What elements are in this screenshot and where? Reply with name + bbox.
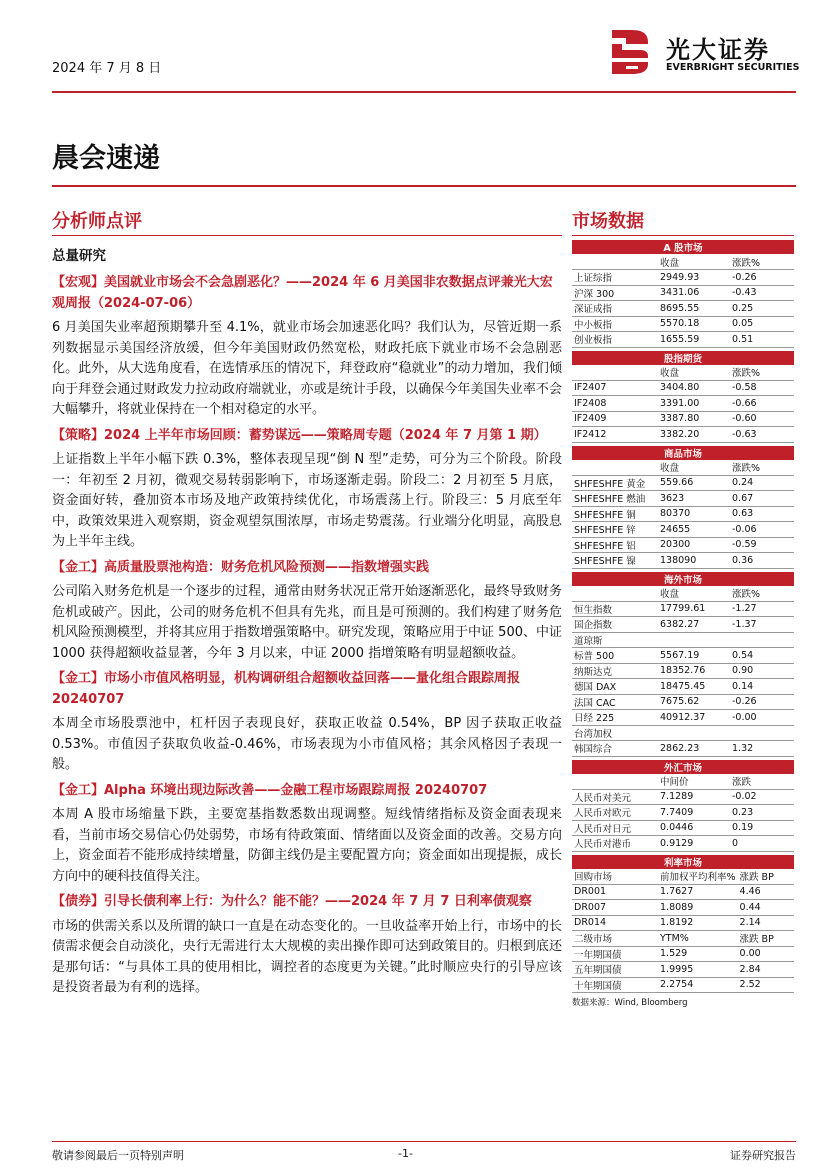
table-cell: 1.7627 <box>658 884 738 900</box>
table-cell: 3387.80 <box>658 411 730 427</box>
table-row <box>572 741 794 757</box>
article-body: 公司陷入财务危机是一个逐步的过程，通常由财务状况正常开始逐渐恶化，最终导致财务危机或破产。因此，公司的财务危机不但具有先兆，而且是可预测的。我们构建了财务危机风险预测模型，并将其应用于指数增强策略中。研究发现，策略应用于中证 500、中证 1000 获得超额收益显著，今年 3 月以来，中证 2000 指增策略有明显超额收益。 <box>52 584 562 661</box>
table-cell: SHFESHFE 镍 <box>572 553 658 569</box>
table-cell: 收盘 <box>658 254 730 270</box>
table-cell: 0.05 <box>730 316 794 332</box>
table-caption-row <box>572 855 794 869</box>
article-body: 本周 A 股市场缩量下跌，主要宽基指数悉数出现调整。短线情绪指标及资金面表现来看，当前市场交易信心仍处弱势，市场有待政策面、情绪面以及资金面的改善。交易方向上，资金面若不能形成持续增量，防御主线仍是主要配置方向；资金面如出现提振，成长方向中的硬科技值得关注。 <box>52 807 562 884</box>
article-title: 【金工】市场小市值风格明显，机构调研组合超额收益回落——量化组合跟踪周报 20240707 <box>52 671 521 707</box>
table-cell: SHFESHFE 铝 <box>572 537 658 553</box>
table-cell <box>572 586 658 602</box>
table-cell: 十年期国债 <box>572 977 658 993</box>
table-cell: 7.1289 <box>658 789 730 805</box>
section-heading: 分析师点评 <box>52 207 562 236</box>
market-table <box>572 351 794 443</box>
table-cell: 0.54 <box>730 648 794 664</box>
table-cell: 涨跌% <box>730 586 794 602</box>
article-list <box>52 273 562 999</box>
article-body: 市场的供需关系以及所谓的缺口一直是在动态变化的。一旦收益率开始上行，市场中的长债需求便会自动淡化，央行无需进行太大规模的卖出操作即可达到政策目的。归根到底还是那句话：“与具体工具的使用相比，调控者的态度更为关键。”此时顺应央行的引导应该是投资者最为有利的选择。 <box>52 918 562 995</box>
table-cell: 0.67 <box>730 491 794 507</box>
table-cell: 台湾加权 <box>572 725 658 741</box>
table-caption: 股指期货 <box>572 351 794 365</box>
market-table <box>572 855 794 994</box>
table-caption: 商品市场 <box>572 446 794 460</box>
table-cell: 中小板指 <box>572 316 658 332</box>
table-cell: 24655 <box>658 522 730 538</box>
table-cell: 人民币对欧元 <box>572 805 658 821</box>
table-cell: 德国 DAX <box>572 679 658 695</box>
footer-report-type: 证券研究报告 <box>730 1149 796 1162</box>
table-cell: 纳斯达克 <box>572 663 658 679</box>
table-caption: 外汇市场 <box>572 760 794 774</box>
table-row <box>572 617 794 633</box>
table-cell: -0.43 <box>730 285 794 301</box>
table-row <box>572 710 794 726</box>
table-cell: 一年期国债 <box>572 946 658 962</box>
table-cell: 中间价 <box>658 774 730 790</box>
table-caption-row <box>572 240 794 254</box>
market-table <box>572 446 794 569</box>
table-cell: 0.0446 <box>658 820 730 836</box>
data-source-note: 数据来源：Wind, Bloomberg <box>572 998 688 1008</box>
article-title: 【金工】Alpha 环境出现边际改善——金融工程市场跟踪周报 20240707 <box>52 782 488 798</box>
table-cell: 20300 <box>658 537 730 553</box>
table-caption: A 股市场 <box>572 240 794 254</box>
table-cell: 0.90 <box>730 663 794 679</box>
table-row <box>572 820 794 836</box>
table-cell: 18352.76 <box>658 663 730 679</box>
market-data-heading: 市场数据 <box>572 207 794 236</box>
table-header-row <box>572 254 794 270</box>
article-body: 上证指数上半年小幅下跌 0.3%，整体表现呈现“倒 N 型”走势，可分为三个阶段。阶段一：年初至 2 月初，微观交易转弱影响下，市场逐渐走弱。阶段二：2 月初至 5 月底，资金面好转，叠加资本市场及地产政策持续优化，市场震荡上行。阶段三：5 月底至年中，政策效果进入观察期，资金观望氛围浓厚，市场走势震荡。行业端分化明显，高股息为上半年主线。 <box>52 452 562 549</box>
table-cell: IF2407 <box>572 380 658 396</box>
table-cell <box>572 774 658 790</box>
article-title: 【宏观】美国就业市场会不会急剧恶化？——2024 年 6 月美国非农数据点评兼光大宏观周报（2024-07-06） <box>52 275 553 311</box>
table-row <box>572 946 794 962</box>
table-row <box>572 836 794 852</box>
table-cell: 3404.80 <box>658 380 730 396</box>
table-cell: 559.66 <box>658 475 730 491</box>
analyst-comments-column <box>52 207 562 1004</box>
table-row <box>572 270 794 286</box>
table-cell: 收盘 <box>658 586 730 602</box>
table-row <box>572 411 794 427</box>
table-cell: 40912.37 <box>658 710 730 726</box>
table-cell: 8695.55 <box>658 301 730 317</box>
table-cell: 标普 500 <box>572 648 658 664</box>
table-cell: -1.27 <box>730 601 794 617</box>
table-cell: 收盘 <box>658 460 730 476</box>
table-cell: 3391.00 <box>658 396 730 412</box>
table-cell: 5567.19 <box>658 648 730 664</box>
table-row <box>572 427 794 443</box>
table-cell: 3431.06 <box>658 285 730 301</box>
table-cell: DR001 <box>572 884 658 900</box>
table-cell <box>658 632 730 648</box>
table-cell: 0.63 <box>730 506 794 522</box>
table-cell: 涨跌 BP <box>738 869 794 885</box>
table-cell <box>730 632 794 648</box>
market-table <box>572 572 794 757</box>
table-row <box>572 332 794 348</box>
table-cell: SHFESHFE 锌 <box>572 522 658 538</box>
table-row <box>572 537 794 553</box>
table-cell: SHFESHFE 燃油 <box>572 491 658 507</box>
footer-disclaimer: 敬请参阅最后一页特别声明 <box>52 1149 184 1162</box>
table-cell: 恒生指数 <box>572 601 658 617</box>
table-cell: IF2408 <box>572 396 658 412</box>
table-cell: 0.25 <box>730 301 794 317</box>
table-row <box>572 506 794 522</box>
logo-text-cn: 光大证券 <box>666 36 770 64</box>
table-cell: 4.46 <box>738 884 794 900</box>
table-cell: DR007 <box>572 900 658 916</box>
table-caption: 海外市场 <box>572 572 794 586</box>
table-cell: 0.14 <box>730 679 794 695</box>
table-row <box>572 977 794 993</box>
table-cell: -0.59 <box>730 537 794 553</box>
table-caption-row <box>572 351 794 365</box>
market-table <box>572 240 794 348</box>
table-row <box>572 884 794 900</box>
header-divider <box>52 91 796 93</box>
table-cell: 0.51 <box>730 332 794 348</box>
table-cell: 涨跌% <box>730 254 794 270</box>
table-cell: 0.24 <box>730 475 794 491</box>
market-table <box>572 760 794 852</box>
table-row <box>572 900 794 916</box>
table-cell: 沪深 300 <box>572 285 658 301</box>
table-cell: 5570.18 <box>658 316 730 332</box>
table-header-row <box>572 931 794 947</box>
table-row <box>572 915 794 931</box>
table-row <box>572 632 794 648</box>
table-cell: IF2412 <box>572 427 658 443</box>
table-cell: IF2409 <box>572 411 658 427</box>
table-row <box>572 380 794 396</box>
brand-logo <box>606 24 806 78</box>
table-cell: 日经 225 <box>572 710 658 726</box>
table-row <box>572 663 794 679</box>
table-cell: 0.23 <box>730 805 794 821</box>
table-row <box>572 491 794 507</box>
table-row <box>572 475 794 491</box>
table-cell: 2862.23 <box>658 741 730 757</box>
table-cell: 2949.93 <box>658 270 730 286</box>
table-header-row <box>572 869 794 885</box>
table-cell: 二级市场 <box>572 931 658 947</box>
table-header-row <box>572 774 794 790</box>
table-cell: 涨跌 <box>730 774 794 790</box>
table-cell: 3382.20 <box>658 427 730 443</box>
table-cell: 7675.62 <box>658 694 730 710</box>
table-caption-row <box>572 572 794 586</box>
table-cell: 0.44 <box>738 900 794 916</box>
footer-divider <box>52 1141 796 1142</box>
everbright-logo-icon <box>606 24 654 78</box>
market-data-column <box>572 207 794 1008</box>
table-cell <box>572 254 658 270</box>
table-cell: 2.52 <box>738 977 794 993</box>
table-cell: 138090 <box>658 553 730 569</box>
table-cell: 涨跌% <box>730 365 794 381</box>
table-row <box>572 679 794 695</box>
table-row <box>572 396 794 412</box>
article-title: 【金工】高质量股票池构造：财务危机风险预测——指数增强实践 <box>52 559 430 575</box>
table-cell: SHFESHFE 铜 <box>572 506 658 522</box>
page-number: -1- <box>398 1147 413 1160</box>
table-cell: 深证成指 <box>572 301 658 317</box>
article-body: 本周全市场股票池中，杠杆因子表现良好，获取正收益 0.54%，BP 因子获取正收益 0.53%。市值因子获取负收益-0.46%，市场表现为小市值风格；其余风格因子表现一般。 <box>52 716 562 772</box>
table-row <box>572 962 794 978</box>
table-cell <box>572 365 658 381</box>
table-cell: 人民币对美元 <box>572 789 658 805</box>
article-title: 【策略】2024 上半年市场回顾：蓄势谋远——策略周专题（2024 年 7 月第 1 期） <box>52 427 547 443</box>
table-cell: 7.7409 <box>658 805 730 821</box>
table-cell: 18475.45 <box>658 679 730 695</box>
table-cell: -0.66 <box>730 396 794 412</box>
table-cell: 1655.59 <box>658 332 730 348</box>
table-cell: 0.36 <box>730 553 794 569</box>
table-caption-row <box>572 760 794 774</box>
table-cell: 韩国综合 <box>572 741 658 757</box>
table-row <box>572 789 794 805</box>
table-row <box>572 648 794 664</box>
table-header-row <box>572 365 794 381</box>
table-caption: 利率市场 <box>572 855 794 869</box>
table-caption-row <box>572 446 794 460</box>
subsection-heading: 总量研究 <box>52 248 106 264</box>
table-row <box>572 601 794 617</box>
page-title: 晨会速递 <box>52 143 160 174</box>
table-cell: 2.2754 <box>658 977 738 993</box>
table-cell: 1.32 <box>730 741 794 757</box>
table-cell: 2.14 <box>738 915 794 931</box>
table-cell: YTM% <box>658 931 738 947</box>
table-cell: -0.00 <box>730 710 794 726</box>
table-cell: 1.529 <box>658 946 738 962</box>
logo-text-en: EVERBRIGHT SECURITIES <box>666 62 800 73</box>
title-divider <box>52 185 796 187</box>
table-cell: 前加权平均利率% <box>658 869 738 885</box>
table-cell: -1.37 <box>730 617 794 633</box>
table-cell <box>658 725 730 741</box>
table-cell <box>730 725 794 741</box>
table-header-row <box>572 586 794 602</box>
market-tables <box>572 240 794 993</box>
table-cell: 人民币对日元 <box>572 820 658 836</box>
table-cell: 回购市场 <box>572 869 658 885</box>
table-cell: -0.60 <box>730 411 794 427</box>
table-row <box>572 725 794 741</box>
table-cell: -0.63 <box>730 427 794 443</box>
table-row <box>572 301 794 317</box>
table-cell: 五年期国债 <box>572 962 658 978</box>
table-header-row <box>572 460 794 476</box>
report-date: 2024 年 7 月 8 日 <box>52 61 162 76</box>
table-cell: 人民币对港币 <box>572 836 658 852</box>
table-cell: DR014 <box>572 915 658 931</box>
table-cell <box>572 460 658 476</box>
table-cell: 涨跌% <box>730 460 794 476</box>
article-title: 【债券】引导长债利率上行：为什么？能不能？——2024 年 7 月 7 日利率债观察 <box>52 894 532 909</box>
article-body: 6 月美国失业率超预期攀升至 4.1%，就业市场会加速恶化吗？我们认为，尽管近期一系列数据显示美国经济放缓，但今年美国财政仍然宽松，财政托底下就业市场不会急剧恶化。此外，从大选角度看，在选情承压的情况下，拜登政府“稳就业”的动力增加，我们倾向于拜登会通过财政发力拉动政府端就业，亦或是统计手段，以确保今年美国失业率不会大幅攀升，将就业保持在一个相对稳定的水平。 <box>52 320 562 417</box>
table-cell: SHFESHFE 黄金 <box>572 475 658 491</box>
table-cell: 0 <box>730 836 794 852</box>
table-cell: 涨跌 BP <box>738 931 794 947</box>
table-cell: 17799.61 <box>658 601 730 617</box>
table-cell: 收盘 <box>658 365 730 381</box>
table-cell: -0.26 <box>730 694 794 710</box>
table-row <box>572 553 794 569</box>
table-cell: 1.9995 <box>658 962 738 978</box>
table-row <box>572 285 794 301</box>
table-cell: 2.84 <box>738 962 794 978</box>
table-row <box>572 316 794 332</box>
table-cell: 1.8089 <box>658 900 738 916</box>
table-cell: 1.8192 <box>658 915 738 931</box>
table-row <box>572 522 794 538</box>
table-cell: -0.58 <box>730 380 794 396</box>
table-cell: -0.26 <box>730 270 794 286</box>
table-row <box>572 805 794 821</box>
table-cell: 道琼斯 <box>572 632 658 648</box>
table-cell: 3623 <box>658 491 730 507</box>
table-cell: 上证综指 <box>572 270 658 286</box>
table-cell: 国企指数 <box>572 617 658 633</box>
table-cell: -0.02 <box>730 789 794 805</box>
table-cell: 6382.27 <box>658 617 730 633</box>
table-cell: 创业板指 <box>572 332 658 348</box>
table-cell: 80370 <box>658 506 730 522</box>
table-cell: -0.06 <box>730 522 794 538</box>
table-cell: 0.9129 <box>658 836 730 852</box>
table-cell: 0.00 <box>738 946 794 962</box>
table-cell: 0.19 <box>730 820 794 836</box>
table-row <box>572 694 794 710</box>
table-cell: 法国 CAC <box>572 694 658 710</box>
